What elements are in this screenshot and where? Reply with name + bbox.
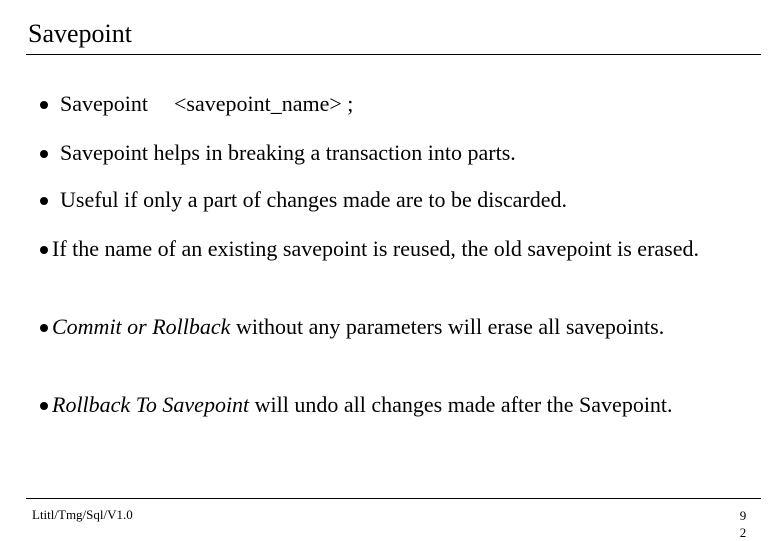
bullet-emphasis: Commit or Rollback	[52, 314, 231, 339]
bullet-text: without any parameters will erase all savepoints.	[230, 314, 665, 339]
bullet-text: Savepoint helps in breaking a transaction into parts.	[60, 140, 516, 165]
bullet-dot-icon	[40, 197, 48, 205]
bullet-dot-icon	[40, 324, 48, 332]
bullet-text: If the name of an existing savepoint is reused, the old savepoint is erased.	[52, 236, 699, 261]
footer-divider	[26, 498, 761, 499]
bullet-dot-icon	[40, 101, 48, 109]
bullet-dot-icon	[40, 150, 48, 158]
bullet-dot-icon	[40, 246, 48, 254]
bullet-usefulness	[40, 186, 567, 214]
slide-title: Savepoint	[28, 19, 132, 48]
bullet-purpose	[40, 139, 516, 167]
bullet-text: will undo all changes made after the Savepoint.	[249, 392, 673, 417]
bullet-commit-rollback	[40, 312, 740, 341]
bullet-emphasis: Rollback To Savepoint	[52, 392, 250, 417]
title-divider	[26, 54, 761, 55]
syntax-keyword: Savepoint	[60, 91, 148, 116]
syntax-argument: <savepoint_name> ;	[174, 91, 354, 116]
bullet-reuse	[40, 234, 740, 263]
footer-code: Ltitl/Tmg/Sql/V1.0	[32, 507, 133, 522]
page-number	[737, 507, 749, 541]
page-digit: 9	[739, 508, 747, 523]
bullet-syntax	[40, 90, 353, 118]
bullet-rollback-to	[40, 390, 740, 419]
bullet-dot-icon	[40, 402, 48, 410]
bullet-text: Useful if only a part of changes made are to be discarded.	[60, 187, 568, 212]
page-digit: 2	[739, 525, 747, 540]
